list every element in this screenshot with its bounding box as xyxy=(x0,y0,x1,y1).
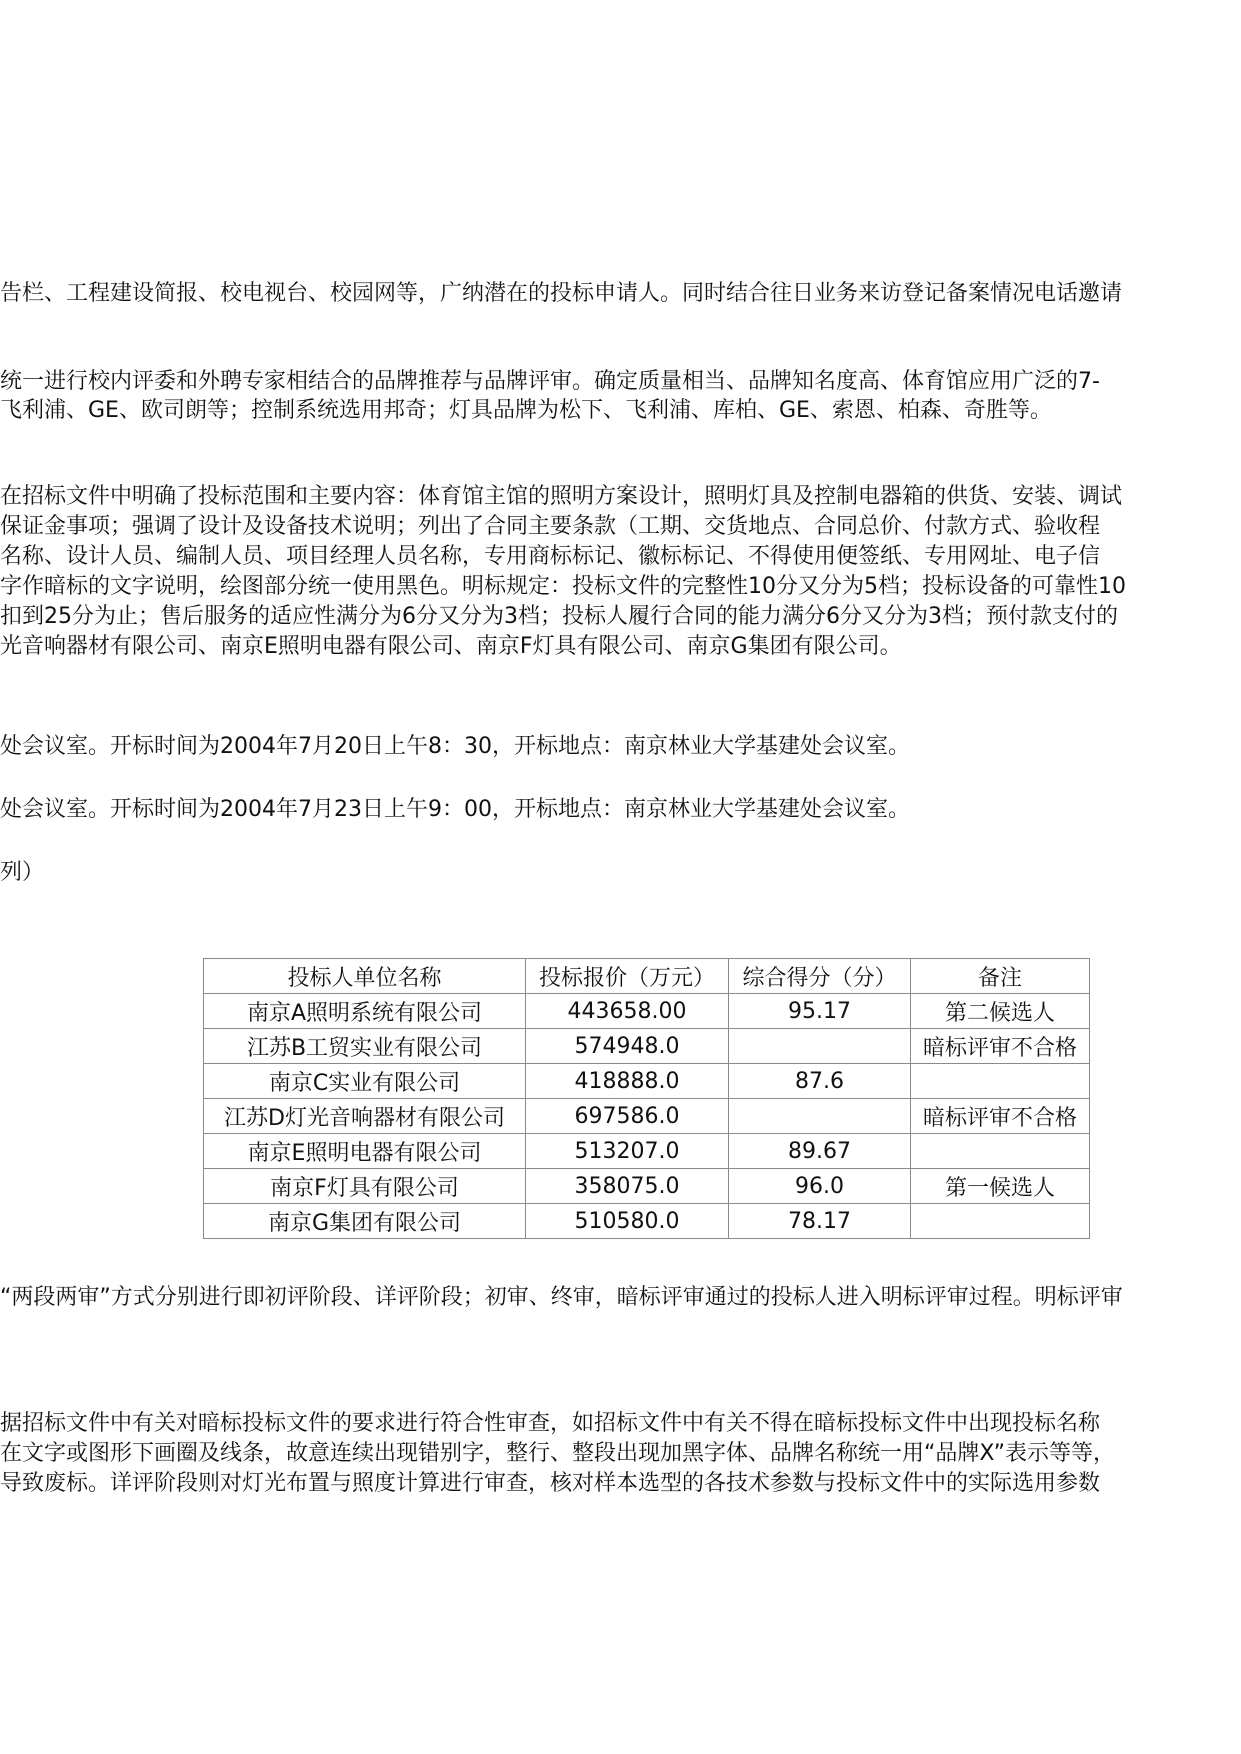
bid-price-cell: 418888.0 xyxy=(526,1064,729,1099)
bidder-name-cell: 南京F灯具有限公司 xyxy=(204,1169,526,1204)
remark-cell: 第一候选人 xyxy=(911,1169,1090,1204)
bidder-name-cell: 南京A照明系统有限公司 xyxy=(204,994,526,1029)
score-cell: 78.17 xyxy=(729,1204,911,1239)
paragraph-line: 列） xyxy=(0,860,45,885)
table-row xyxy=(204,994,1090,1029)
remark-cell: 暗标评审不合格 xyxy=(911,1099,1090,1134)
remark-cell xyxy=(911,1204,1090,1239)
paragraph-line: 名称、设计人员、编制人员、项目经理人员名称，专用商标标记、徽标标记、不得使用便签纸、专用网址、电子信 xyxy=(0,544,1101,569)
table-row xyxy=(204,1064,1090,1099)
score-cell xyxy=(729,1029,911,1064)
paragraph-line: 扣到25分为止；售后服务的适应性满分为6分又分为3档；投标人履行合同的能力满分6分又分为3档；预付款支付的 xyxy=(0,604,1118,629)
paragraph-line: 飞利浦、GE、欧司朗等；控制系统选用邦奇；灯具品牌为松下、飞利浦、库柏、GE、索恩、柏森、奇胜等。 xyxy=(0,398,1052,423)
remark-cell: 暗标评审不合格 xyxy=(911,1029,1090,1064)
bid-price-cell: 443658.00 xyxy=(526,994,729,1029)
table-row xyxy=(204,1099,1090,1134)
score-cell: 95.17 xyxy=(729,994,911,1029)
remark-cell xyxy=(911,1134,1090,1169)
paragraph-line: “两段两审”方式分别进行即初评阶段、详评阶段；初审、终审，暗标评审通过的投标人进入明标评审过程。明标评审 xyxy=(0,1285,1123,1310)
paragraph-line: 处会议室。开标时间为2004年7月20日上午8：30，开标地点：南京林业大学基建处会议室。 xyxy=(0,734,910,759)
score-cell: 96.0 xyxy=(729,1169,911,1204)
column-header: 综合得分（分） xyxy=(729,959,911,994)
paragraph-line: 据招标文件中有关对暗标投标文件的要求进行符合性审查，如招标文件中有关不得在暗标投标文件中出现投标名称 xyxy=(0,1411,1101,1436)
score-cell: 87.6 xyxy=(729,1064,911,1099)
bid-price-cell: 513207.0 xyxy=(526,1134,729,1169)
score-cell: 89.67 xyxy=(729,1134,911,1169)
bidder-name-cell: 南京E照明电器有限公司 xyxy=(204,1134,526,1169)
score-cell xyxy=(729,1099,911,1134)
bid-price-cell: 574948.0 xyxy=(526,1029,729,1064)
bid-price-cell: 358075.0 xyxy=(526,1169,729,1204)
paragraph-line: 在招标文件中明确了投标范围和主要内容：体育馆主馆的照明方案设计，照明灯具及控制电器箱的供货、安装、调试 xyxy=(0,484,1123,509)
bid-results-table xyxy=(203,958,1090,1239)
bidder-name-cell: 江苏B工贸实业有限公司 xyxy=(204,1029,526,1064)
bidder-name-cell: 南京G集团有限公司 xyxy=(204,1204,526,1239)
table-row xyxy=(204,1204,1090,1239)
remark-cell: 第二候选人 xyxy=(911,994,1090,1029)
table-row xyxy=(204,1169,1090,1204)
remark-cell xyxy=(911,1064,1090,1099)
table-header-row xyxy=(204,959,1090,994)
bidder-name-cell: 南京C实业有限公司 xyxy=(204,1064,526,1099)
paragraph-line: 告栏、工程建设简报、校电视台、校园网等，广纳潜在的投标申请人。同时结合往日业务来访登记备案情况电话邀请 xyxy=(0,281,1123,306)
table-row xyxy=(204,1134,1090,1169)
bid-price-cell: 510580.0 xyxy=(526,1204,729,1239)
paragraph-line: 统一进行校内评委和外聘专家相结合的品牌推荐与品牌评审。确定质量相当、品牌知名度高、体育馆应用广泛的7- xyxy=(0,369,1100,394)
bid-price-cell: 697586.0 xyxy=(526,1099,729,1134)
paragraph-line: 保证金事项；强调了设计及设备技术说明；列出了合同主要条款（工期、交货地点、合同总价、付款方式、验收程 xyxy=(0,514,1101,539)
table-row xyxy=(204,1029,1090,1064)
paragraph-line: 字作暗标的文字说明，绘图部分统一使用黑色。明标规定：投标文件的完整性10分又分为5档；投标设备的可靠性10 xyxy=(0,574,1126,599)
paragraph-line: 处会议室。开标时间为2004年7月23日上午9：00，开标地点：南京林业大学基建处会议室。 xyxy=(0,797,910,822)
column-header: 备注 xyxy=(911,959,1090,994)
column-header: 投标人单位名称 xyxy=(204,959,526,994)
paragraph-line: 光音响器材有限公司、南京E照明电器有限公司、南京F灯具有限公司、南京G集团有限公司。 xyxy=(0,634,902,659)
bidder-name-cell: 江苏D灯光音响器材有限公司 xyxy=(204,1099,526,1134)
column-header: 投标报价（万元） xyxy=(526,959,729,994)
paragraph-line: 导致废标。详评阶段则对灯光布置与照度计算进行审查，核对样本选型的各技术参数与投标文件中的实际选用参数 xyxy=(0,1471,1101,1496)
paragraph-line: 在文字或图形下画圈及线条，故意连续出现错别字，整行、整段出现加黑字体、品牌名称统一用“品牌X”表示等等， xyxy=(0,1441,1115,1466)
